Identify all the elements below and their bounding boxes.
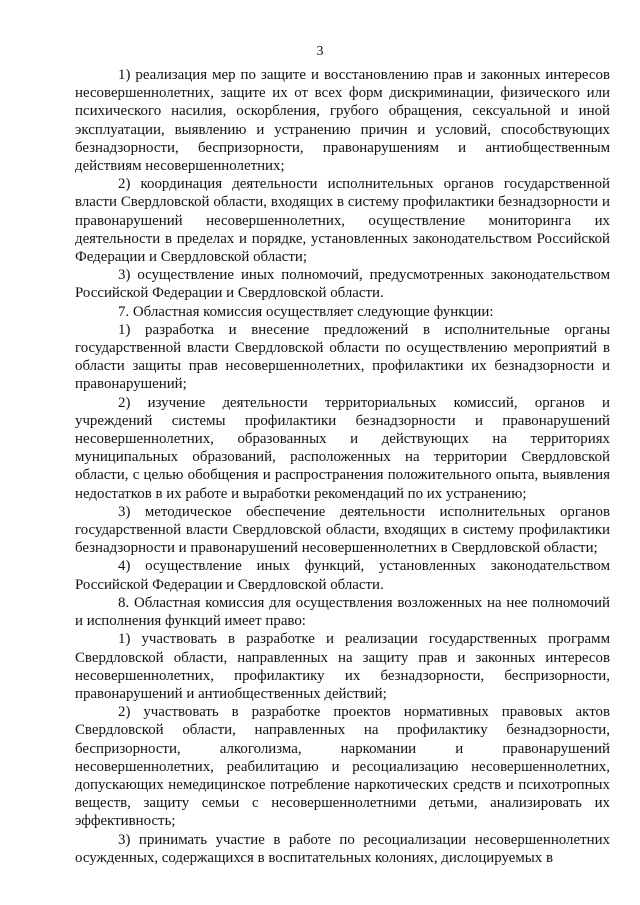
paragraph-1-1-protection-measures: 1) реализация мер по защите и восстановлению прав и законных интересов несовершеннолетних, защите их от всех форм дискриминации, физического или психического насилия, оскорбления, грубого обращения, сексуальной и иной эксплуатации, выявлению и устранению причин и условий, способствующих безнадзорности, беспризорности, правонарушениям и антиобщественным действиям несовершеннолетних; (75, 67, 610, 175)
paragraph-1-3-other-powers: 3) осуществление иных полномочий, предусмотренных законодательством Российской Федерации и Свердловской области. (75, 267, 610, 302)
paragraph-8-2-draft-acts: 2) участвовать в разработке проектов нормативных правовых актов Свердловской области, направленных на профилактику безнадзорности, беспризорности, алкоголизма, наркомании и правонарушений несовершеннолетних, реабилитацию и ресоциализацию несовершеннолетних, допускающих немедицинское потребление наркотических средств и психотропных веществ, защиту семьи с несовершеннолетними детьми, анализировать их эффективность; (75, 704, 610, 830)
paragraph-7-3-methodical-support: 3) методическое обеспечение деятельности исполнительных органов государственной власти Свердловской области, входящих в систему профилактики безнадзорности и правонарушений несовершеннолетних в Свердловской области; (75, 503, 610, 557)
paragraph-7-2-study-activities: 2) изучение деятельности территориальных комиссий, органов и учреждений системы профилактики безнадзорности и правонарушений несовершеннолетних, образованных и действующих на территориях муниципальных образований, расположенных на территории Свердловской области, с целью обобщения и распространения положительного опыта, выявления недостатков в их работе и выработки рекомендаций по их устранению; (75, 394, 610, 502)
paragraph-8-rights-heading: 8. Областная комиссия для осуществления возложенных на нее полномочий и исполнения функций имеет право: (75, 594, 610, 630)
paragraph-7-4-other-functions: 4) осуществление иных функций, установленных законодательством Российской Федерации и Свердловской области. (75, 558, 610, 593)
paragraph-8-3-resocialization: 3) принимать участие в работе по ресоциализации несовершеннолетних осужденных, содержащихся в воспитательных колониях, дислоцируемых в (75, 831, 610, 866)
document-body (75, 66, 610, 867)
page-number: 3 (316, 44, 324, 59)
paragraph-8-1-state-programs: 1) участвовать в разработке и реализации государственных программ Свердловской области, направленных на защиту прав и законных интересов несовершеннолетних, профилактику их безнадзорности, беспризорности, правонарушений и антиобщественных действий; (75, 631, 610, 702)
paragraph-7-functions-heading: 7. Областная комиссия осуществляет следующие функции: (118, 303, 494, 320)
paragraph-7-1-proposals: 1) разработка и внесение предложений в исполнительные органы государственной власти Свердловской области по осуществлению мероприятий в области защиты прав несовершеннолетних, профилактики их безнадзорности и правонарушений; (75, 321, 610, 393)
paragraph-1-2-coordination: 2) координация деятельности исполнительных органов государственной власти Свердловской области, входящих в систему профилактики безнадзорности и правонарушений несовершеннолетних, осуществление мониторинга их деятельности в пределах и порядке, установленных законодательством Российской Федерации и Свердловской области; (75, 176, 610, 266)
